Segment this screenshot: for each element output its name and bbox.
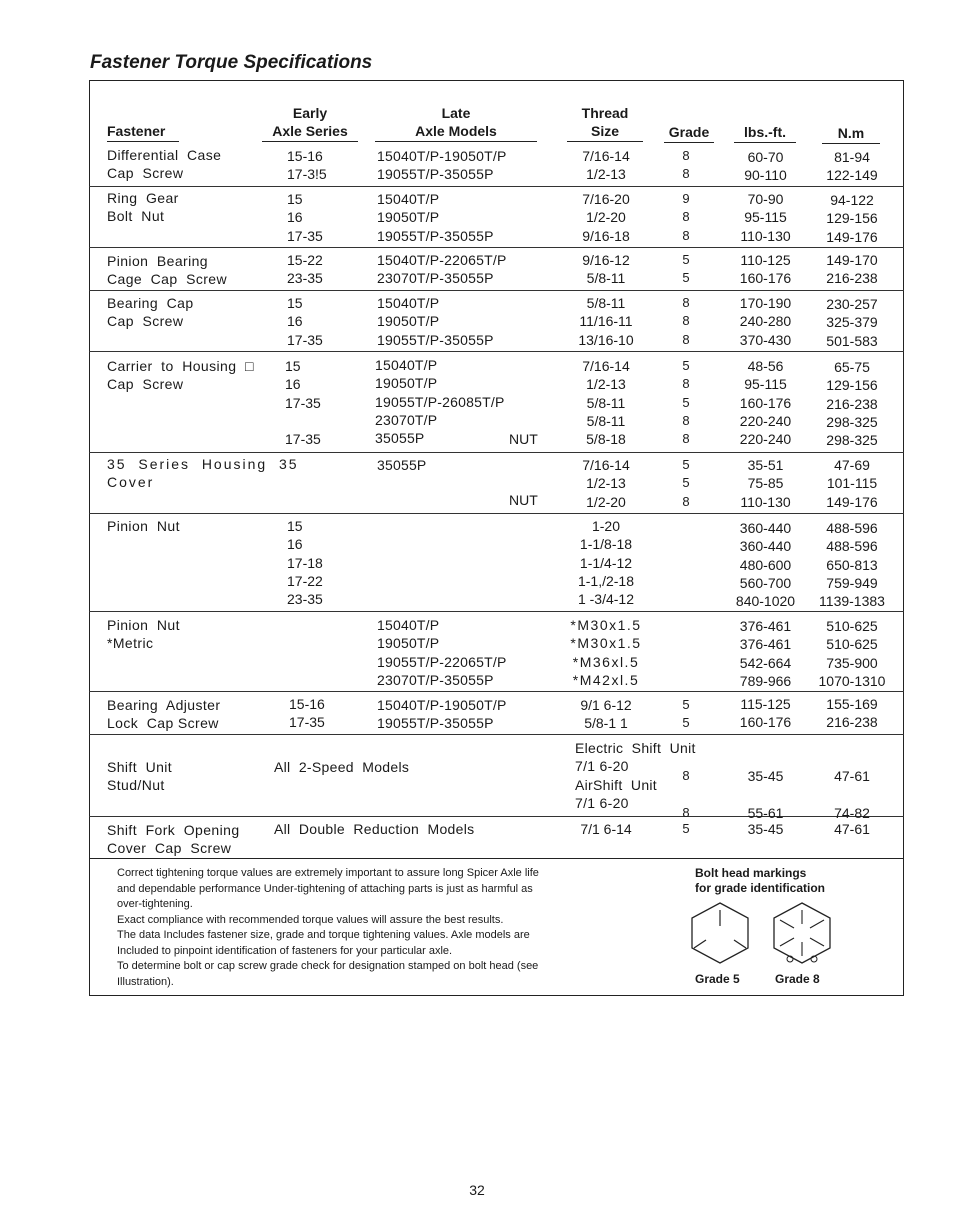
table-row-shift-fork-opening	[89, 817, 904, 859]
nut-label: NUT	[509, 431, 538, 447]
early-series-cell: All Double Reduction Models	[274, 821, 475, 837]
fastener-cell: Pinion Nut *Metric	[107, 617, 180, 652]
table-row-pinion-nut	[89, 514, 904, 612]
nm-cell: 47-61 74-82	[834, 768, 870, 821]
late-models-cell: 15040T/P 19050T/P 19055T/P-22065T/P 23070T/P-35055P	[377, 617, 507, 688]
bolt-markings-title-line: for grade identification	[695, 881, 826, 895]
fastener-cell: Bearing Cap Cap Screw	[107, 295, 194, 330]
lbs-ft-cell: 70-90 95-115 110-130	[740, 191, 791, 244]
nm-cell: 488-596 488-596 650-813 759-949 1139-1383	[819, 520, 885, 610]
thread-size-cell: 7/1 6-14	[580, 821, 632, 837]
late-models-cell: 15040T/P 19050T/P 19055T/P-35055P	[377, 191, 494, 244]
grade-cell: 8 8 8	[682, 295, 690, 347]
nm-cell: 47-69 101-115 149-176	[826, 457, 878, 510]
lbs-ft-cell: 376-461 376-461 542-664 789-966	[739, 618, 792, 689]
bolt-markings-title-line: Bolt head markings	[695, 866, 807, 880]
early-series-cell: 15 16 17-35	[287, 191, 323, 244]
header-late-1: Late	[441, 105, 471, 121]
nm-cell: 230-257 325-379 501-583	[826, 296, 878, 349]
thread-size-cell: 7/16-14 1/2-13 1/2-20	[582, 457, 630, 510]
fastener-cell: Differential Case Cap Screw	[107, 147, 222, 182]
fastener-cell: Carrier to Housing □ Cap Screw	[107, 358, 254, 393]
table-row-pinion-bearing	[89, 248, 904, 291]
grade-5-bolt-head-icon	[688, 900, 752, 966]
nm-cell: 155-169 216-238	[826, 696, 878, 731]
early-series-cell: 15 16 17-18 17-22 23-35	[287, 518, 323, 608]
grade-cell: 5 5 8	[682, 457, 690, 509]
nm-cell: 81-94 122-149	[826, 149, 878, 184]
table-row-pinion-nut-metric	[89, 612, 904, 692]
note-line: To determine bolt or cap screw grade check for designation stamped on bolt head (see	[117, 960, 539, 972]
table-row-bearing-cap	[89, 291, 904, 352]
bolt-markings-title	[695, 866, 825, 896]
late-models-cell: 15040T/P 19050T/P 19055T/P-26085T/P 23070T/P 35055P	[375, 357, 505, 447]
grade-cell: 5 8 5 8 8	[682, 358, 690, 447]
header-grade: Grade	[664, 123, 714, 143]
nm-cell: 94-122 129-156 149-176	[826, 192, 878, 245]
early-series-cell: 15-22 23-35	[287, 252, 323, 287]
fastener-cell: 35 Series Housing 35 Cover	[107, 456, 299, 491]
thread-size-cell: 9/1 6-12 5/8-1 1	[580, 697, 632, 732]
fastener-cell: Pinion Bearing Cage Cap Screw	[107, 253, 228, 288]
fastener-cell: Pinion Nut	[107, 518, 180, 534]
late-models-cell: 15040T/P-19050T/P 19055T/P-35055P	[377, 148, 507, 183]
thread-size-cell: 5/8-11 11/16-11 13/16-10	[578, 295, 634, 348]
early-series-cell: All 2-Speed Models	[274, 759, 410, 775]
header-fastener: Fastener	[107, 122, 179, 142]
grade-cell: 8 8	[682, 768, 690, 820]
grade-cell: 5 5	[682, 252, 690, 286]
early-series-cell: 15 16 17-35	[287, 295, 323, 348]
grade-8-label: Grade 8	[775, 972, 820, 986]
table-row-ring-gear	[89, 187, 904, 248]
lbs-ft-cell: 360-440 360-440 480-600 560-700 840-1020	[735, 520, 796, 610]
table-row-bearing-adjuster	[89, 692, 904, 735]
header-thread-2: Size	[567, 122, 643, 142]
header-early-1: Early	[292, 105, 328, 121]
table-row-shift-unit	[89, 735, 904, 821]
table-row-differential-case	[89, 144, 904, 187]
header-nm: N.m	[822, 124, 880, 144]
fastener-cell: Bearing Adjuster Lock Cap Screw	[107, 697, 221, 732]
page-number: 32	[469, 1182, 485, 1198]
thread-size-cell: 1-20 1-1/8-18 1-1/4-12 1-1,/2-18 1 -3/4-12	[577, 518, 635, 608]
nut-label: NUT	[509, 492, 538, 508]
lbs-ft-cell: 170-190 240-280 370-430	[739, 295, 792, 348]
late-models-cell: 15040T/P-22065T/P 23070T/P-35055P	[377, 252, 507, 287]
page-title: Fastener Torque Specifications	[90, 52, 373, 73]
late-models-cell: 15040T/P-19050T/P 19055T/P-35055P	[377, 697, 507, 732]
lbs-ft-cell: 48-56 95-115 160-176 220-240 220-240	[739, 358, 792, 448]
thread-size-cell: 7/16-20 1/2-20 9/16-18	[582, 191, 630, 244]
thread-size-cell: 7/16-14 1/2-13	[582, 148, 630, 183]
table-row-35-series-housing	[89, 453, 904, 514]
lbs-ft-cell: 35-45	[747, 821, 784, 837]
header-lbs-ft: lbs.-ft.	[734, 123, 796, 143]
late-models-cell: 15040T/P 19050T/P 19055T/P-35055P	[377, 295, 494, 348]
nm-cell: 47-61	[834, 821, 870, 837]
header-early-2: Axle Series	[262, 122, 358, 142]
nm-cell: 149-170 216-238	[826, 252, 878, 287]
thread-size-cell: 7/16-14 1/2-13 5/8-11 5/8-11 5/8-18	[582, 358, 630, 448]
fastener-cell: Shift Unit Stud/Nut	[107, 759, 173, 794]
note-line: Included to pinpoint identification of fasteners for your particular axle.	[117, 944, 453, 957]
note-line: Exact compliance with recommended torque values will assure the best results.	[117, 913, 504, 926]
grade-cell: 9 8 8	[682, 191, 690, 243]
note-line: The data Includes fastener size, grade and torque tightening values. Axle models are	[117, 929, 530, 941]
note-line: over-tightening.	[117, 898, 193, 910]
nm-cell: 65-75 129-156 216-238 298-325 298-325	[826, 359, 878, 449]
lbs-ft-cell: 35-45 55-61	[747, 768, 784, 821]
grade-cell: 5 5	[682, 697, 690, 731]
thread-size-cell: Electric Shift Unit 7/1 6-20 AirShift Unit 7/1 6-20	[575, 740, 696, 811]
thread-size-cell: 9/16-12 5/8-11	[582, 252, 630, 287]
grade-cell: 8 8	[682, 148, 690, 182]
late-models-cell: 35055P	[377, 457, 427, 473]
grade-cell: 5	[682, 821, 690, 836]
grade-5-label: Grade 5	[695, 972, 740, 986]
thread-size-cell: *M30x1.5 *M30x1.5 *M36xl.5 *M42xl.5	[570, 617, 642, 688]
header-late-2: Axle Models	[375, 122, 537, 142]
note-line: Correct tightening torque values are extremely important to assure long Spicer Axle life	[117, 867, 539, 879]
fastener-cell: Ring Gear Bolt Nut	[107, 190, 179, 225]
header-thread-1: Thread	[581, 105, 629, 121]
lbs-ft-cell: 115-125 160-176	[739, 696, 792, 731]
table-row-carrier-to-housing	[89, 352, 904, 453]
grade-8-bolt-head-icon	[770, 900, 834, 966]
note-line: and dependable performance Under-tightening of attaching parts is just as harmful as	[117, 882, 533, 895]
torque-notes	[117, 866, 637, 990]
lbs-ft-cell: 35-51 75-85 110-130	[740, 457, 791, 510]
note-line: Illustration).	[117, 975, 174, 988]
lbs-ft-cell: 110-125 160-176	[739, 252, 792, 287]
early-series-cell: 15 16 17-35 17-35	[285, 358, 321, 448]
fastener-cell: Shift Fork Opening Cover Cap Screw	[107, 822, 240, 857]
nm-cell: 510-625 510-625 735-900 1070-1310	[818, 618, 886, 689]
early-series-cell: 15-16 17-35	[289, 696, 325, 731]
early-series-cell: 15-16 17-3!5	[287, 148, 327, 183]
lbs-ft-cell: 60-70 90-110	[744, 149, 787, 184]
